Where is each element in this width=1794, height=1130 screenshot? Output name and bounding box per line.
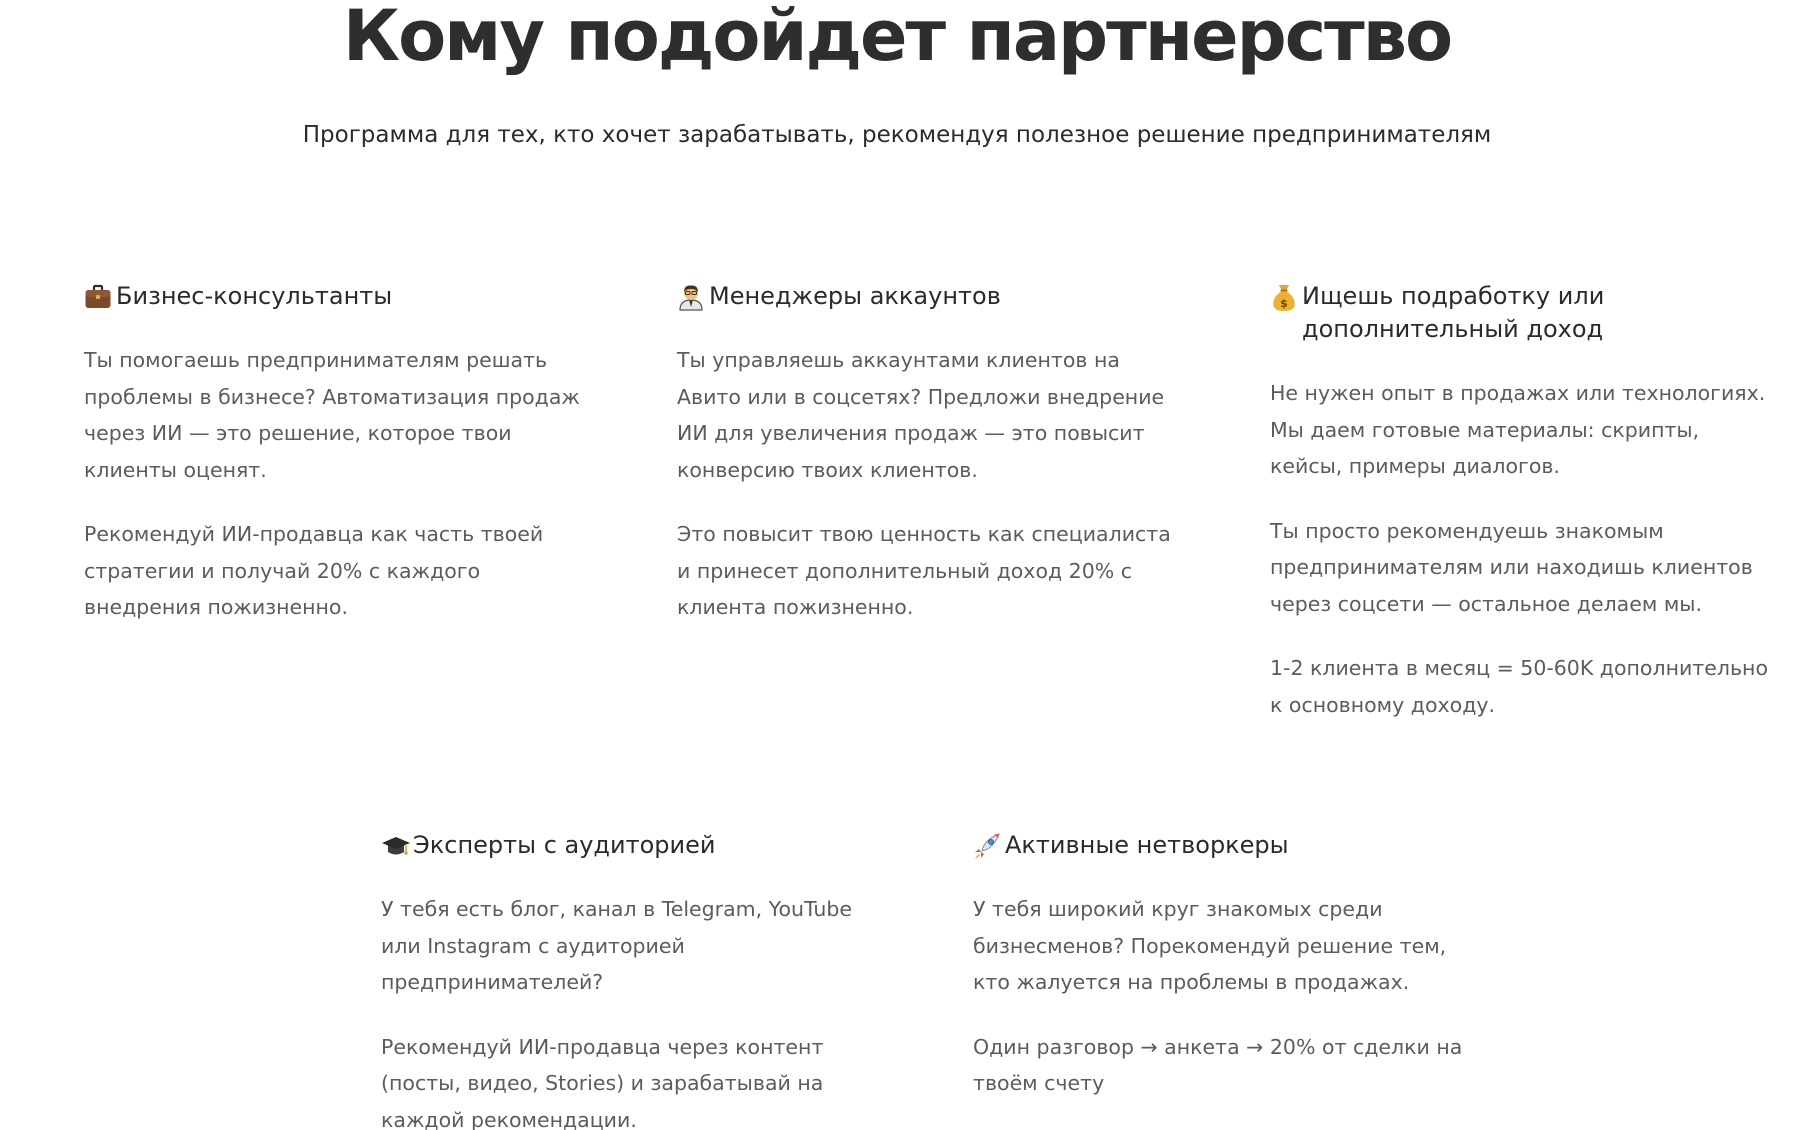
card-paragraph: У тебя есть блог, канал в Telegram, YouTube или Instagram с аудиторией предпринимателей? — [381, 897, 853, 994]
card-heading — [677, 280, 1177, 313]
card-paragraph: Не нужен опыт в продажах или технологиях. Мы даем готовые материалы: скрипты, кейсы, примеры диалогов. — [1270, 381, 1766, 478]
card-paragraph: Ты просто рекомендуешь знакомым предпринимателям или находишь клиентов через соцсети — остальное делаем мы. — [1270, 518, 1753, 616]
card-audience-experts — [381, 829, 881, 1130]
card-paragraph: У тебя широкий круг знакомых среди бизнесменов? Порекомендуй решение тем, кто жалуется на проблемы в продажах. — [973, 897, 1447, 994]
card-heading — [84, 280, 584, 313]
card-title: Эксперты с аудиторией — [413, 831, 716, 859]
card-title: Бизнес-консультанты — [116, 282, 393, 310]
card-paragraph: 1-2 клиента в месяц = 50-60K дополнительно к основному доходу. — [1270, 656, 1768, 717]
card-title: Менеджеры аккаунтов — [709, 282, 1001, 310]
page-title: Кому подойдет партнерство — [342, 0, 1452, 77]
card-paragraph: Рекомендуй ИИ-продавца через контент (посты, видео, Stories) и зарабатывай на каждой рекомендации. — [381, 1034, 824, 1130]
card-heading — [973, 829, 1473, 862]
svg-text:$: $ — [1280, 296, 1288, 310]
card-paragraph: Ты управляешь аккаунтами клиентов на Авито или в соцсетях? Предложи внедрение ИИ для увеличения продаж — это повысит конверсию твоих клиентов. — [677, 348, 1165, 482]
card-paragraph: Рекомендуй ИИ-продавца как часть твоей стратегии и получай 20% с каждого внедрения пожизненно. — [84, 522, 544, 619]
card-heading — [1270, 280, 1770, 346]
card-title: Ищешь подработку или дополнительный доход — [1302, 282, 1605, 343]
page-subtitle: Программа для тех, кто хочет зарабатывать, рекомендуя полезное решение предпринимателям — [302, 122, 1492, 148]
card-paragraph: Это повысит твою ценность как специалиста и принесет дополнительный доход 20% с клиента пожизненно. — [677, 522, 1171, 619]
card-active-networkers — [973, 829, 1473, 1102]
card-title: Активные нетворкеры — [1005, 831, 1289, 859]
briefcase-icon — [84, 280, 116, 313]
office-worker-icon — [677, 280, 709, 313]
money-bag-icon — [1270, 280, 1302, 313]
card-paragraph: Один разговор → анкета → 20% от сделки на твоём счету — [973, 1034, 1463, 1095]
card-business-consultants — [84, 280, 584, 626]
graduation-cap-icon — [381, 829, 413, 862]
card-side-income — [1270, 280, 1770, 723]
rocket-icon — [973, 829, 1005, 862]
card-heading — [381, 829, 881, 862]
card-paragraph: Ты помогаешь предпринимателям решать проблемы в бизнесе? Автоматизация продаж через ИИ — это решение, которое твои клиенты оценят. — [84, 348, 580, 482]
card-account-managers — [677, 280, 1177, 626]
